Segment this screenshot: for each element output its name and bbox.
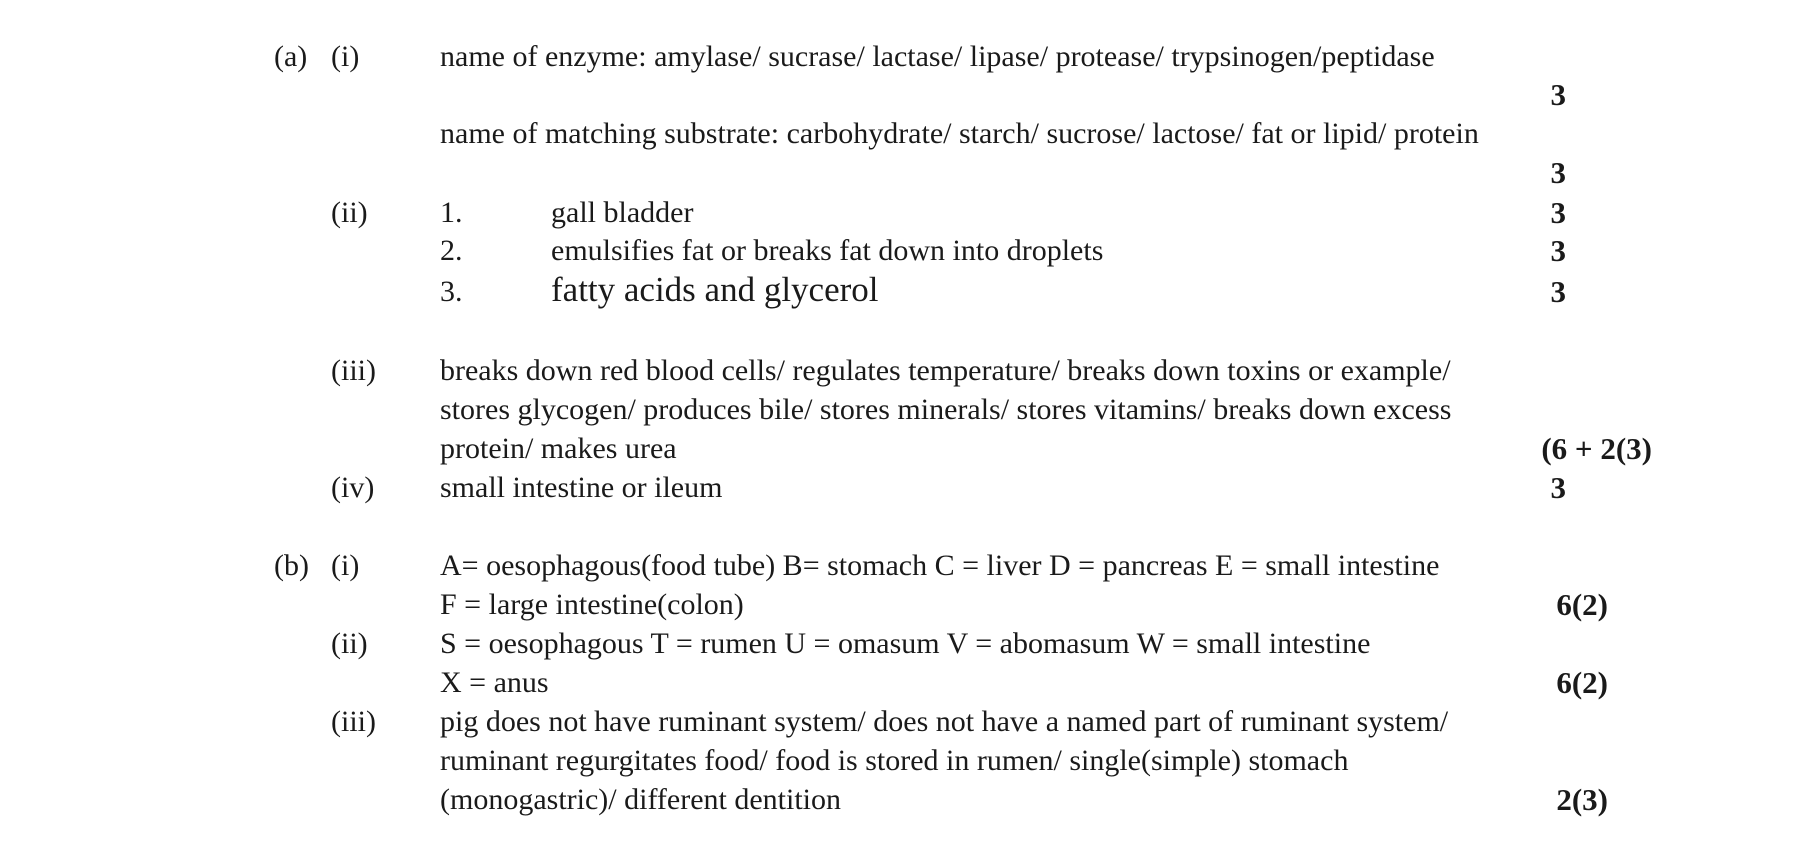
list-item-number: 1. (440, 196, 463, 229)
enzyme-answer: name of enzyme: amylase/ sucrase/ lactase/ lipase/ protease/ trypsinogen/peptidase (440, 40, 1435, 73)
part-a-ii-number: (ii) (331, 196, 368, 229)
list-item-number: 2. (440, 234, 463, 267)
enzyme-mark: 3 (1550, 77, 1566, 112)
part-b-ii-number: (ii) (331, 627, 368, 660)
part-b-i-number: (i) (331, 549, 360, 582)
liver-functions-mark: (6 + 2(3) (1541, 431, 1652, 466)
pig-difference-line: ruminant regurgitates food/ food is stored in rumen/ single(simple) stomach (440, 744, 1349, 777)
list-item-number: 3. (440, 275, 463, 308)
list-item-mark: 3 (1550, 274, 1566, 309)
liver-functions-line: protein/ makes urea (440, 432, 677, 465)
part-a-iii-number: (iii) (331, 354, 376, 387)
list-item-mark: 3 (1550, 195, 1566, 230)
digestive-parts-line: F = large intestine(colon) (440, 588, 744, 621)
absorption-site-answer: small intestine or ileum (440, 471, 723, 504)
pig-difference-line: pig does not have ruminant system/ does not have a named part of ruminant system/ (440, 705, 1449, 738)
list-item-mark: 3 (1550, 233, 1566, 268)
ruminant-parts-line: X = anus (440, 666, 549, 699)
list-item-text: fatty acids and glycerol (551, 270, 879, 309)
digestive-parts-mark: 6(2) (1556, 587, 1608, 622)
digestive-parts-line: A= oesophagous(food tube) B= stomach C = liver D = pancreas E = small intestine (440, 549, 1440, 582)
ruminant-parts-line: S = oesophagous T = rumen U = omasum V = abomasum W = small intestine (440, 627, 1371, 660)
list-item-text: emulsifies fat or breaks fat down into droplets (551, 234, 1104, 267)
substrate-mark: 3 (1550, 155, 1566, 190)
absorption-site-mark: 3 (1550, 470, 1566, 505)
part-a-iv-number: (iv) (331, 471, 375, 504)
part-a-label: (a) (274, 40, 308, 73)
part-b-iii-number: (iii) (331, 705, 376, 738)
part-b-label: (b) (274, 549, 309, 582)
list-item-text: gall bladder (551, 196, 694, 229)
substrate-answer: name of matching substrate: carbohydrate/ starch/ sucrose/ lactose/ fat or lipid/ protein (440, 117, 1479, 150)
liver-functions-line: stores glycogen/ produces bile/ stores minerals/ stores vitamins/ breaks down excess (440, 393, 1452, 426)
pig-difference-mark: 2(3) (1556, 782, 1608, 817)
pig-difference-line: (monogastric)/ different dentition (440, 783, 842, 816)
liver-functions-line: breaks down red blood cells/ regulates temperature/ breaks down toxins or example/ (440, 354, 1451, 387)
part-a-i-number: (i) (331, 40, 360, 73)
ruminant-parts-mark: 6(2) (1556, 665, 1608, 700)
